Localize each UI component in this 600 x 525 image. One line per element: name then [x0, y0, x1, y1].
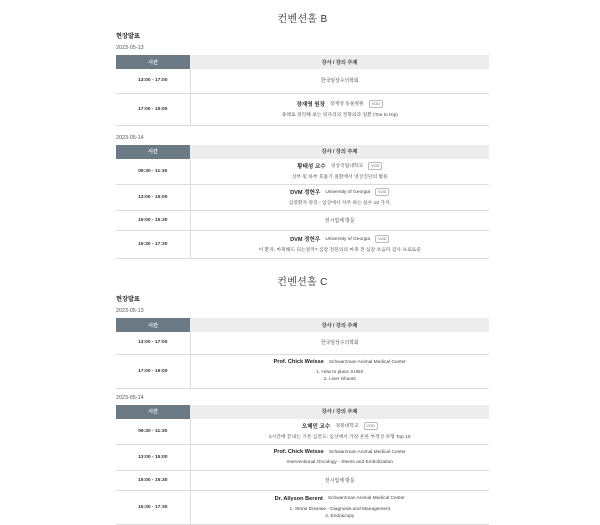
session-time: 15:00 - 15:30	[116, 211, 190, 231]
speaker-name: 오혜민 교수	[302, 422, 331, 430]
session-topic	[190, 231, 489, 259]
table-row	[116, 185, 489, 211]
table-row	[116, 471, 489, 491]
vod-badge[interactable]: VOD	[375, 235, 389, 243]
table-row	[116, 69, 489, 93]
speaker-affiliation: University of Georgia	[325, 237, 370, 242]
vod-badge[interactable]: VOD	[375, 188, 389, 196]
speaker-affiliation: 경북대학교	[335, 422, 358, 429]
lecture-title: 이 환자, 마취해도 되는걸까? 심장 전문의의 마취 전 심장 초음파 검사 프로토콜	[191, 247, 490, 254]
session-time: 13:00 - 17:00	[116, 332, 190, 354]
table-row	[116, 491, 489, 525]
speaker-affiliation: Schwarzman Animal Medical Center	[329, 450, 406, 455]
speaker-affiliation: University of Georgia	[325, 190, 370, 195]
topic-column-header: 강사 / 강의 주제	[190, 405, 489, 419]
table-row	[116, 211, 489, 231]
speaker-name: 황태성 교수	[297, 162, 326, 170]
hall-b-section	[116, 10, 489, 259]
time-column-header: 시간	[116, 405, 190, 419]
hall-title: 컨벤션홀 C	[116, 273, 489, 288]
vod-badge[interactable]: VOD	[364, 422, 378, 430]
section-label: 현장발표	[116, 31, 489, 40]
table-row	[116, 159, 489, 185]
schedule-date: 2023-05-14	[116, 135, 489, 141]
speaker-name: DVM 정헌우	[290, 188, 320, 196]
table-row	[116, 332, 489, 354]
schedule-table	[116, 405, 489, 525]
topic-column-header: 강사 / 강의 주제	[190, 145, 489, 159]
table-row	[116, 93, 489, 125]
session-text: 한국임상수의학회	[190, 332, 489, 354]
schedule-date: 2023-05-14	[116, 395, 489, 401]
vod-badge[interactable]: VOD	[369, 100, 383, 108]
table-row	[116, 445, 489, 471]
session-time: 13:00 - 17:00	[116, 69, 190, 93]
schedule-table	[116, 145, 489, 260]
lecture-title: 2. Liver Shunts	[191, 376, 490, 383]
speaker-name: Dr. Allyson Berent	[275, 496, 323, 502]
session-time: 13:00 - 15:00	[116, 185, 190, 211]
session-topic	[190, 93, 489, 125]
speaker-name: Prof. Chick Weisse	[274, 449, 324, 455]
session-time: 09:30 - 11:30	[116, 419, 190, 445]
hall-c-section	[116, 273, 489, 525]
schedule-date: 2023-05-13	[116, 45, 489, 51]
session-text: 한국임상수의학회	[190, 69, 489, 93]
speaker-affiliation: Schwarzman Animal Medical Center	[329, 360, 406, 365]
session-topic	[190, 445, 489, 471]
section-label: 현장발표	[116, 294, 489, 303]
time-column-header: 시간	[116, 55, 190, 69]
lecture-title: 2시간에 끝내는 기본 심전도: 임상에서 가장 흔한 부정상 파형 Top 10	[191, 434, 490, 441]
lecture-title: Interventional Oncology - Stents and Embolization	[191, 459, 490, 466]
speaker-name: 장재영 원장	[296, 100, 325, 108]
hall-title: 컨벤션홀 B	[116, 10, 489, 25]
lecture-title: 상부 및 하부 호흡기 질환에서 영상진단의 활용	[191, 174, 490, 181]
session-time: 09:30 - 11:30	[116, 159, 190, 185]
speaker-name: DVM 정헌우	[290, 235, 320, 243]
time-column-header: 시간	[116, 318, 190, 332]
schedule-table	[116, 55, 489, 126]
speaker-affiliation: 경상국립대학교	[331, 162, 363, 169]
time-column-header: 시간	[116, 145, 190, 159]
lecture-title: 종례로 정리해 보는 뒷다리의 정형외과 질환 (Toe to Hip)	[191, 112, 490, 119]
session-time: 17:00 - 19:00	[116, 354, 190, 388]
table-row	[116, 231, 489, 259]
speaker-affiliation: Schwarzman Animal Medical Center	[328, 496, 405, 501]
session-text: 전시업체 방문	[190, 211, 489, 231]
lecture-title: 심장환자 관리 - 임상에서 자주 하는 실수 10 가지.	[191, 200, 490, 207]
session-topic	[190, 419, 489, 445]
session-time: 15:30 - 17:30	[116, 231, 190, 259]
speaker-name: Prof. Chick Weisse	[274, 359, 324, 365]
session-time: 13:00 - 15:00	[116, 445, 190, 471]
session-time: 15:00 - 15:30	[116, 471, 190, 491]
session-topic	[190, 159, 489, 185]
speaker-affiliation: 장재영 동물병원	[330, 100, 364, 107]
session-time: 17:00 - 19:00	[116, 93, 190, 125]
session-topic	[190, 185, 489, 211]
lecture-title: 2. Endoscopy	[191, 513, 490, 520]
schedule-table	[116, 318, 489, 389]
session-topic	[190, 354, 489, 388]
lecture-title: 1. How to place SUBS	[191, 369, 490, 376]
table-row	[116, 419, 489, 445]
session-time: 15:30 - 17:30	[116, 491, 190, 525]
lecture-title: 1. Stone Disease - Diagnosis and Management	[191, 506, 490, 513]
session-topic	[190, 491, 489, 525]
table-row	[116, 354, 489, 388]
vod-badge[interactable]: VOD	[368, 162, 382, 170]
schedule-date: 2023-05-13	[116, 308, 489, 314]
topic-column-header: 강사 / 강의 주제	[190, 318, 489, 332]
session-text: 전시업체 방문	[190, 471, 489, 491]
topic-column-header: 강사 / 강의 주제	[190, 55, 489, 69]
